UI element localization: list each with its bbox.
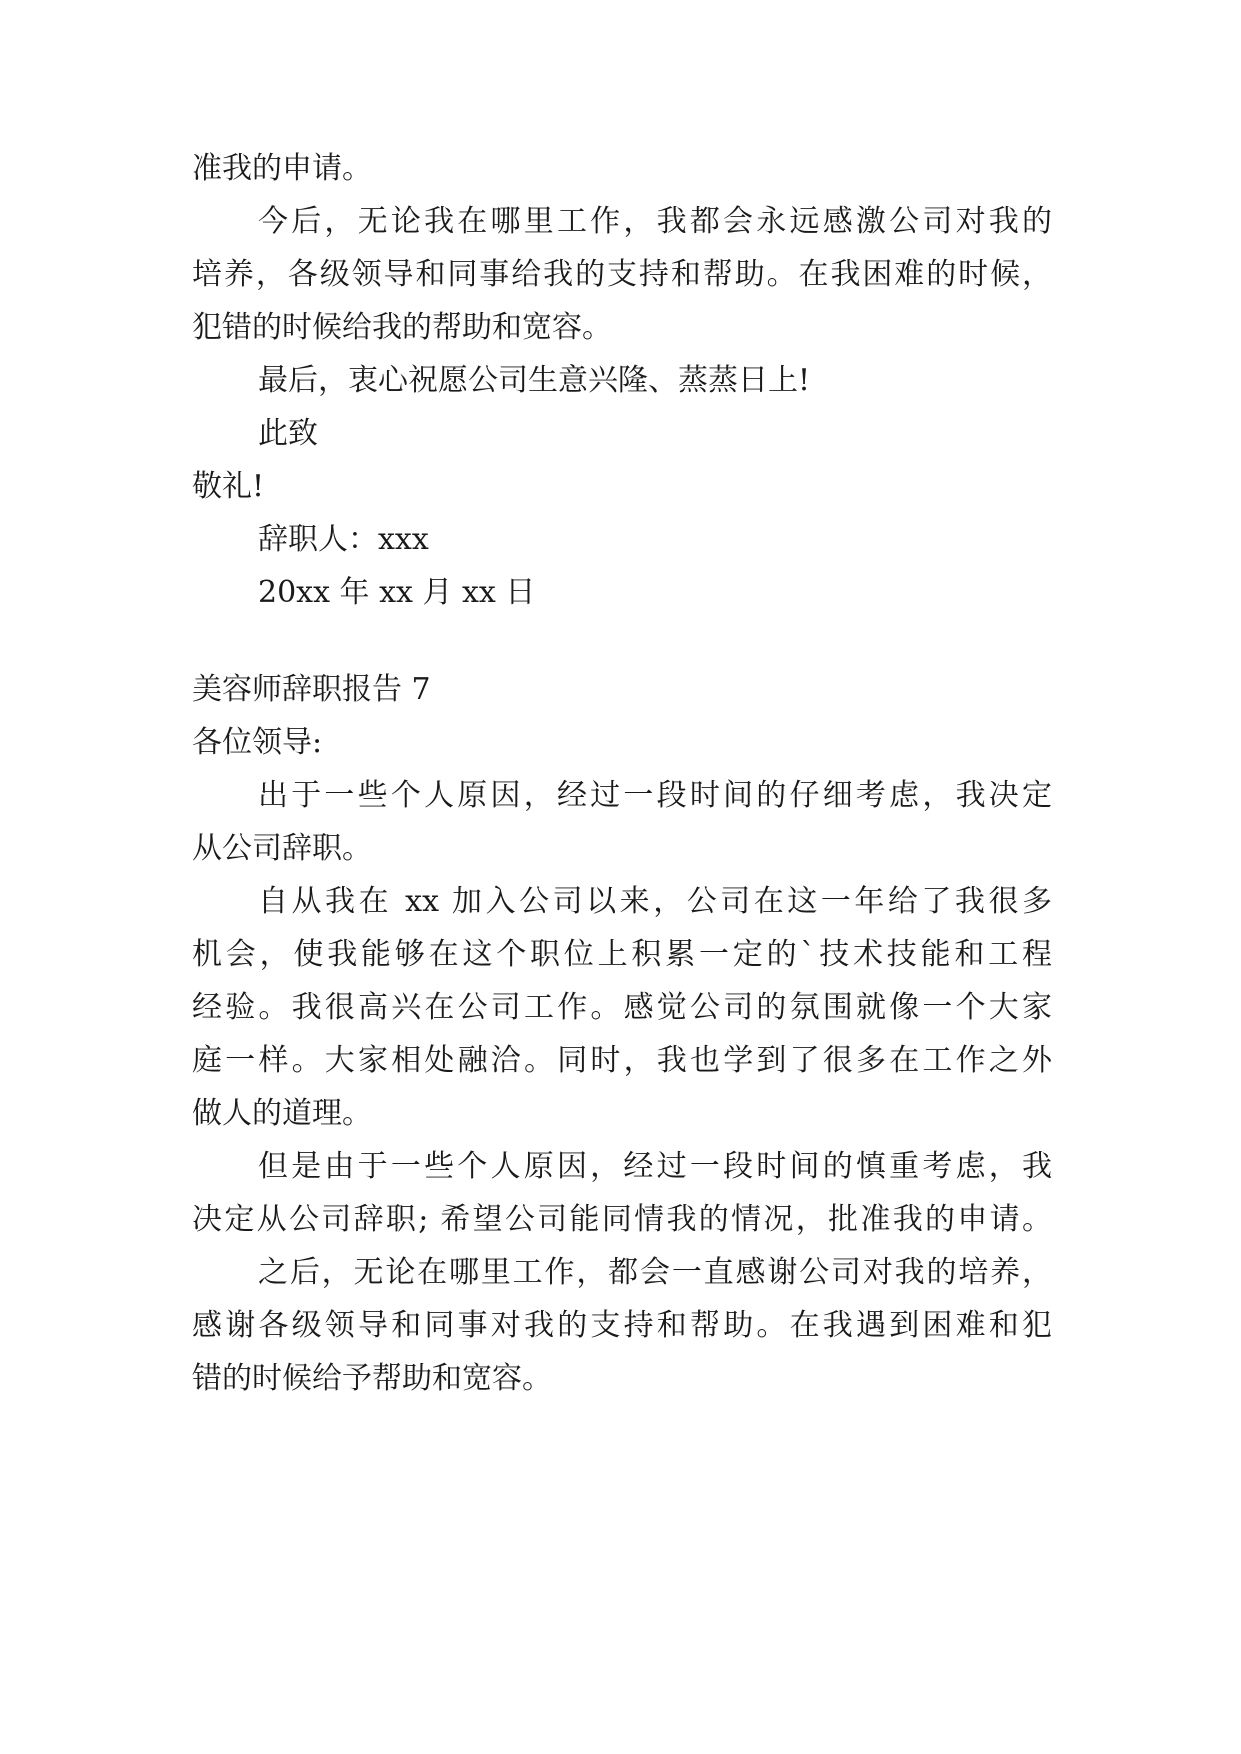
text-line: 经验。我很高兴在公司工作。感觉公司的氛围就像一个大家 xyxy=(192,990,1052,1025)
text-line: 做人的道理。 xyxy=(192,1096,372,1131)
text-line: 决定从公司辞职; 希望公司能同情我的情况，批准我的申请。 xyxy=(192,1202,1052,1237)
text-line: 培养，各级领导和同事给我的支持和帮助。在我困难的时候， xyxy=(192,257,1052,292)
paragraph-first-line: 之后，无论在哪里工作，都会一直感谢公司对我的培养， xyxy=(258,1255,1052,1290)
signature-line: 辞职人：xxx xyxy=(258,522,429,557)
text-line: 准我的申请。 xyxy=(192,151,372,186)
closing-wish: 最后，衷心祝愿公司生意兴隆、蒸蒸日上! xyxy=(258,363,811,398)
text-line: 感谢各级领导和同事对我的支持和帮助。在我遇到困难和犯 xyxy=(192,1308,1052,1343)
letter-greeting: 各位领导: xyxy=(192,725,323,760)
date-line: 20xx 年 xx 月 xx 日 xyxy=(258,575,536,610)
paragraph-first-line: 出于一些个人原因，经过一段时间的仔细考虑，我决定 xyxy=(258,778,1052,813)
text-line: 庭一样。大家相处融洽。同时，我也学到了很多在工作之外 xyxy=(192,1043,1052,1078)
salutation-jingli: 敬礼! xyxy=(192,469,265,504)
paragraph-first-line: 自从我在 xx 加入公司以来，公司在这一年给了我很多 xyxy=(258,884,1052,919)
text-line: 错的时候给予帮助和宽容。 xyxy=(192,1361,552,1396)
text-line: 犯错的时候给我的帮助和宽容。 xyxy=(192,310,612,345)
paragraph-first-line: 但是由于一些个人原因，经过一段时间的慎重考虑，我 xyxy=(258,1149,1052,1184)
salutation-cizhi: 此致 xyxy=(258,416,318,451)
section-title: 美容师辞职报告 7 xyxy=(192,672,431,707)
text-line: 机会，使我能够在这个职位上积累一定的`技术技能和工程 xyxy=(192,937,1052,972)
text-line: 从公司辞职。 xyxy=(192,831,372,866)
paragraph-first-line: 今后，无论我在哪里工作，我都会永远感激公司对我的 xyxy=(258,204,1052,239)
